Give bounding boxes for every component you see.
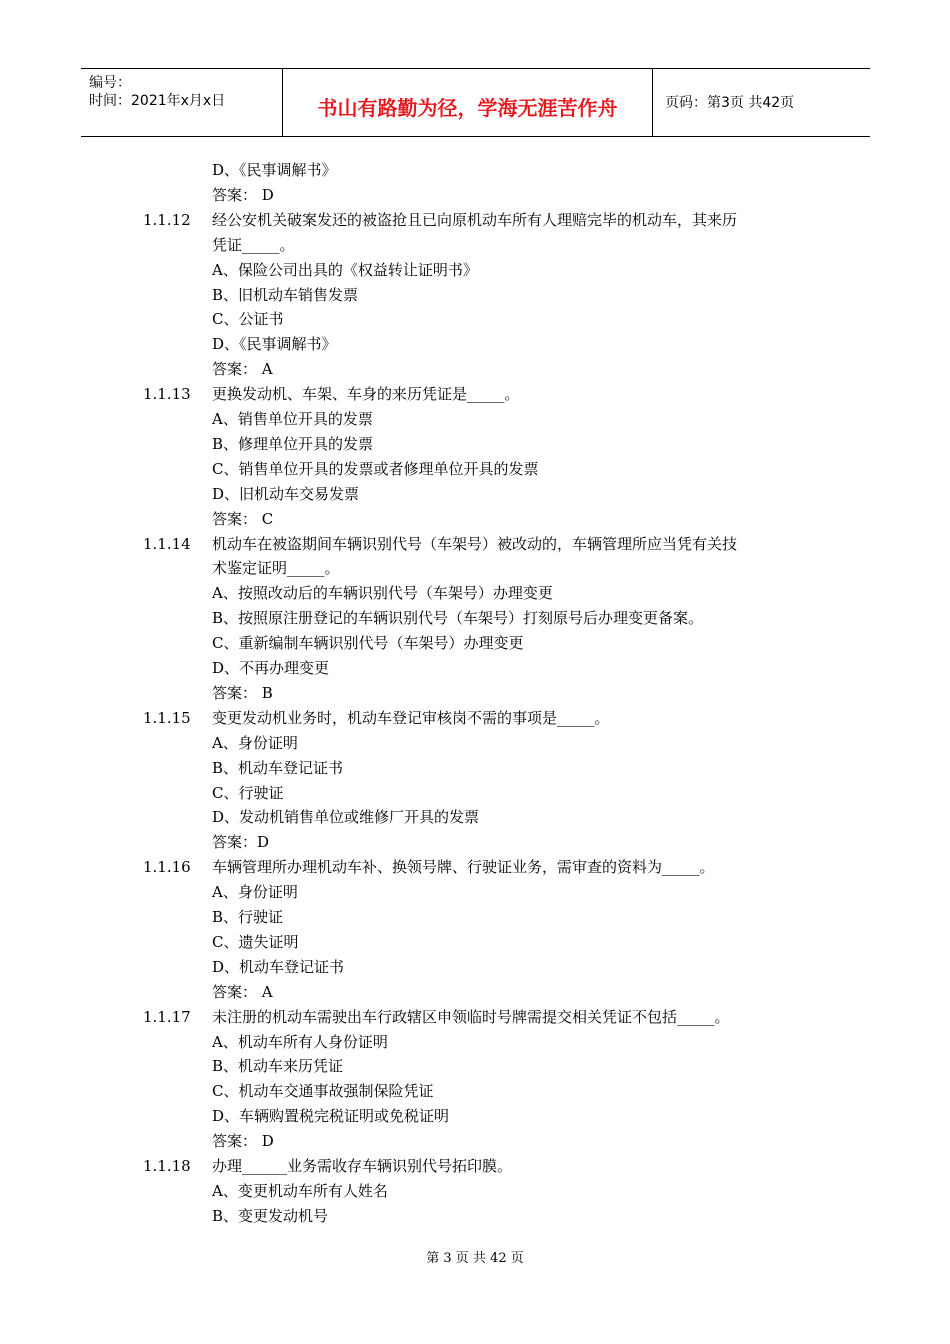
question-line: 凭证_____。 [212,236,295,254]
question-line: D、车辆购置税完税证明或免税证明 [212,1107,450,1125]
question-line: C、公证书 [212,310,284,328]
question-line: A、按照改动后的车辆识别代号（车架号）办理变更 [212,584,553,602]
question-line: C、重新编制车辆识别代号（车架号）办理变更 [212,634,524,652]
question-number: 1.1.17 [143,1008,191,1026]
question-line: B、旧机动车销售发票 [212,286,359,304]
question-number: 1.1.13 [143,385,191,403]
question-text: 经公安机关破案发还的被盗抢且已向原机动车所有人理赔完毕的机动车，其来历 [212,211,738,229]
question-line: D、发动机销售单位或维修厂开具的发票 [212,808,480,826]
question-line: A、销售单位开具的发票 [212,410,373,428]
question-line: 答案： B [212,684,273,702]
question-line: B、机动车来历凭证 [212,1057,344,1075]
question-line: 答案： C [212,510,274,528]
question-line: B、机动车登记证书 [212,759,344,777]
question-line: 答案： D [212,186,274,204]
question-number: 1.1.16 [143,858,191,876]
question-text: 更换发动机、车架、车身的来历凭证是_____。 [212,385,520,403]
question-line: A、身份证明 [212,883,298,901]
question-line: D、《民事调解书》 [212,161,337,179]
question-line: A、保险公司出具的《权益转让证明书》 [212,261,478,279]
question-line: B、变更发动机号 [212,1207,329,1225]
header-motto-cell [283,69,653,136]
question-number: 1.1.15 [143,709,191,727]
question-text: 车辆管理所办理机动车补、换领号牌、行驶证业务，需审查的资料为_____。 [212,858,715,876]
document-code-label: 编号： [89,75,131,91]
question-line: 答案： D [212,1132,274,1150]
question-number: 1.1.14 [143,535,191,553]
question-number: 1.1.12 [143,211,191,229]
question-text: 办理______业务需收存车辆识别代号拓印膜。 [212,1157,513,1175]
question-line: 答案： A [212,983,273,1001]
question-line: B、修理单位开具的发票 [212,435,374,453]
question-line: C、销售单位开具的发票或者修理单位开具的发票 [212,460,539,478]
question-number: 1.1.18 [143,1157,191,1175]
question-line: C、行驶证 [212,784,284,802]
header-left-cell [81,69,283,136]
question-line: B、行驶证 [212,908,284,926]
question-line: C、机动车交通事故强制保险凭证 [212,1082,434,1100]
question-text: 机动车在被盗期间车辆识别代号（车架号）被改动的，车辆管理所应当凭有关技 [212,535,738,553]
question-line: D、机动车登记证书 [212,958,345,976]
question-line: A、身份证明 [212,734,298,752]
question-line: 答案： A [212,360,273,378]
document-time: 时间：2021年x月x日 [89,93,226,109]
question-line: A、变更机动车所有人姓名 [212,1182,388,1200]
question-line: A、机动车所有人身份证明 [212,1033,388,1051]
question-line: B、按照原注册登记的车辆识别代号（车架号）打刻原号后办理变更备案。 [212,609,704,627]
header-right-cell [653,69,870,136]
question-line: D、旧机动车交易发票 [212,485,360,503]
header-motto: 书山有路勤为径，学海无涯苦作舟 [317,96,618,120]
question-text: 变更发动机业务时，机动车登记审核岗不需的事项是_____。 [212,709,610,727]
question-line: D、《民事调解书》 [212,335,337,353]
header-page-info: 页码：第3页 共42页 [665,95,795,111]
question-line: C、遗失证明 [212,933,299,951]
question-line: 答案：D [212,833,270,851]
question-text: 未注册的机动车需驶出车行政辖区申领临时号牌需提交相关凭证不包括_____。 [212,1008,730,1026]
page-header [81,68,870,137]
question-line: 术鉴定证明_____。 [212,559,340,577]
page-footer: 第 3 页 共 42 页 [426,1251,524,1266]
question-line: D、不再办理变更 [212,659,330,677]
